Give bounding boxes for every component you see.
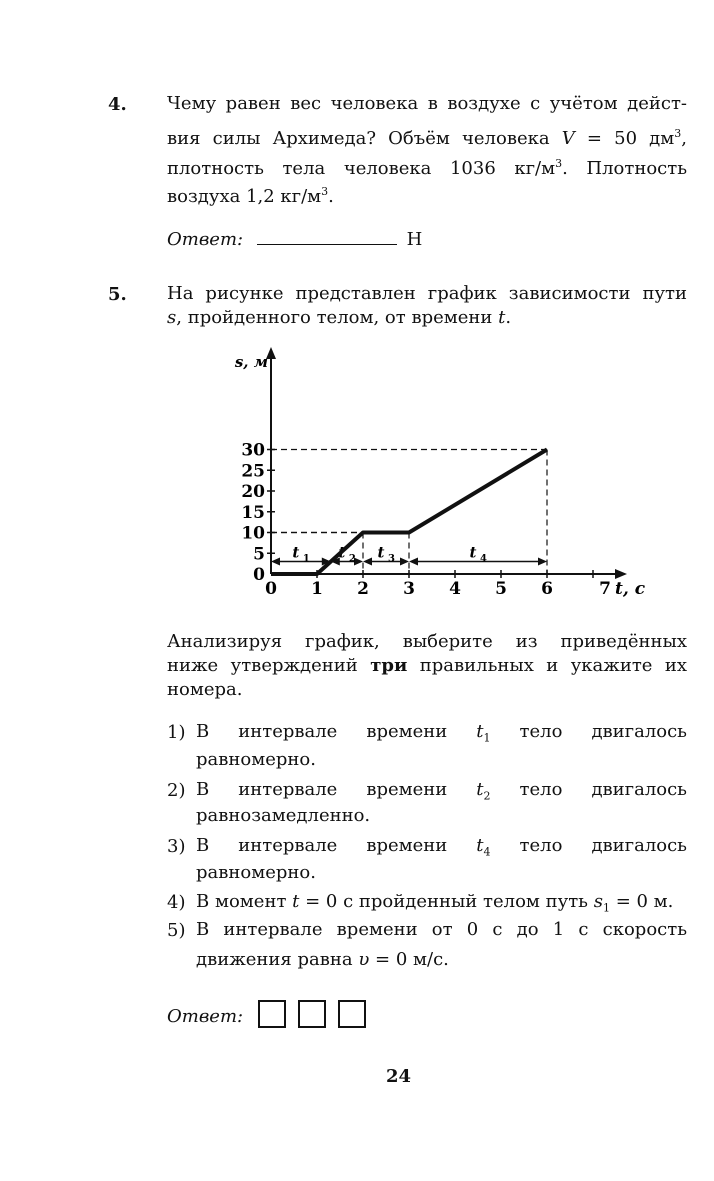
x-tick-label: 7: [599, 579, 611, 599]
option-1-number: 1): [167, 722, 186, 743]
option-4-number: 4): [167, 892, 186, 913]
answer-unit: Н: [406, 229, 423, 250]
answer-box-1[interactable]: [258, 1000, 286, 1028]
option-var: υ: [358, 949, 370, 970]
question-5-line-1: На рисунке представлен график зависимости пути: [167, 283, 687, 304]
x-tick-label: 4: [449, 579, 461, 599]
interval-arrowhead: [400, 558, 409, 566]
option-sub: 2: [483, 789, 491, 803]
answer-box-2[interactable]: [298, 1000, 326, 1028]
option-text: тело двигалось: [519, 721, 687, 742]
option-text: тело двигалось: [519, 779, 687, 800]
option-sub: 1: [602, 901, 610, 915]
option-text: В интервале времени: [196, 835, 448, 856]
interval-label: t: [338, 543, 346, 562]
answer-blank-field[interactable]: [257, 230, 397, 245]
q5-paragraph-line-1: Анализируя график, выберите из приведённых: [167, 631, 687, 652]
q5-paragraph-line-2: [167, 656, 687, 676]
x-tick-label: 6: [541, 579, 553, 599]
option-sub: 1: [483, 731, 491, 745]
option-5-number: 5): [167, 920, 186, 941]
q5-t-var: t: [498, 307, 506, 328]
option-var: t: [476, 835, 484, 856]
option-1-line-1: [196, 722, 687, 749]
interval-label: t: [377, 543, 385, 562]
q4-exp: 3: [555, 157, 563, 170]
q4-exp: 3: [321, 185, 329, 198]
x-axis-label: t, с: [615, 579, 646, 599]
y-tick-label: 30: [241, 440, 265, 461]
distance-time-chart: [200, 345, 650, 610]
question-5-number: 5.: [108, 284, 127, 305]
option-1-line-2: равномерно.: [196, 749, 316, 770]
y-tick-label: 0: [253, 565, 265, 585]
option-text: тело двигалось: [519, 835, 687, 856]
question-4-number: 4.: [108, 94, 127, 115]
question-5-answer-label: Ответ:: [167, 1006, 244, 1027]
option-5-line-1: В интервале времени от 0 с до 1 с скорость: [196, 919, 687, 940]
question-5-line-2: [167, 308, 687, 328]
interval-arrowhead: [538, 558, 547, 566]
y-tick-label: 5: [253, 544, 265, 565]
option-var: t: [476, 721, 484, 742]
option-text: = 0 м/с.: [375, 949, 449, 970]
option-text: = 0 м.: [615, 891, 674, 912]
option-3-number: 3): [167, 836, 186, 857]
option-var: t: [292, 891, 300, 912]
option-sub: 4: [483, 845, 491, 859]
option-5-line-2: [196, 950, 687, 970]
option-2-line-1: [196, 780, 687, 807]
answer-box-3[interactable]: [338, 1000, 366, 1028]
y-tick-label: 25: [241, 461, 265, 482]
q4-volume-value: = 50 дм: [586, 128, 675, 149]
x-axis-arrow: [615, 569, 627, 579]
question-4-answer: [167, 230, 687, 250]
interval-label: t: [292, 543, 300, 562]
q4-volume-var: V: [561, 128, 575, 149]
x-tick-label: 2: [357, 579, 369, 599]
q5-period: .: [505, 307, 512, 328]
page-number: 24: [386, 1066, 412, 1087]
option-text: В интервале времени: [196, 779, 448, 800]
q4-density-tail: . Плотность: [562, 158, 687, 179]
interval-label-sub: 4: [480, 553, 487, 565]
interval-label-sub: 1: [302, 553, 310, 565]
interval-label-sub: 3: [388, 553, 395, 565]
y-tick-label: 10: [241, 523, 265, 544]
option-text: движения равна: [196, 949, 353, 970]
q5-para-bold: три: [370, 655, 408, 676]
y-tick-label: 15: [241, 502, 265, 523]
option-2-number: 2): [167, 780, 186, 801]
x-tick-label: 3: [403, 579, 415, 599]
option-var: s: [593, 891, 603, 912]
option-3-line-2: равномерно.: [196, 862, 316, 883]
question-4-line-3: [167, 154, 687, 179]
q5-text: , пройденного телом, от времени: [176, 307, 493, 328]
question-4-line-1: Чему равен вес человека в воздухе с учётом дейст-: [167, 93, 687, 114]
interval-arrowhead: [363, 558, 372, 566]
interval-label: t: [469, 543, 477, 562]
q4-air-text: воздуха 1,2 кг/м: [167, 186, 322, 207]
q4-comma: ,: [681, 128, 687, 149]
question-4-line-2: [167, 124, 687, 149]
interval-label-sub: 2: [348, 553, 356, 565]
q4-density-text: плотность тела человека 1036 кг/м: [167, 158, 556, 179]
interval-arrowhead: [409, 558, 418, 566]
y-tick-label: 20: [241, 482, 265, 502]
q4-period: .: [328, 186, 334, 207]
option-4-line-1: [196, 892, 687, 919]
q5-para-text: ниже утверждений: [167, 655, 358, 676]
q5-para-text: правильных и укажите их: [419, 655, 687, 676]
interval-arrowhead: [271, 558, 280, 566]
x-tick-label: 5: [495, 579, 507, 599]
q4-exp: 3: [674, 127, 682, 140]
option-text: В интервале времени: [196, 721, 448, 742]
answer-label: Ответ:: [167, 229, 244, 250]
q5-paragraph-line-3: номера.: [167, 679, 243, 700]
option-var: t: [476, 779, 484, 800]
option-3-line-1: [196, 836, 687, 863]
q4-text: вия силы Архимеда? Объём человека: [167, 128, 550, 149]
option-text: В момент: [196, 891, 287, 912]
option-text: = 0 с пройденный телом путь: [305, 891, 588, 912]
q5-s-var: s: [167, 307, 177, 328]
x-tick-label: 0: [265, 579, 277, 599]
y-axis-label: s, м: [234, 353, 268, 371]
x-tick-label: 1: [311, 579, 323, 599]
option-2-line-2: равнозамедленно.: [196, 805, 371, 826]
question-4-line-4: [167, 182, 687, 207]
